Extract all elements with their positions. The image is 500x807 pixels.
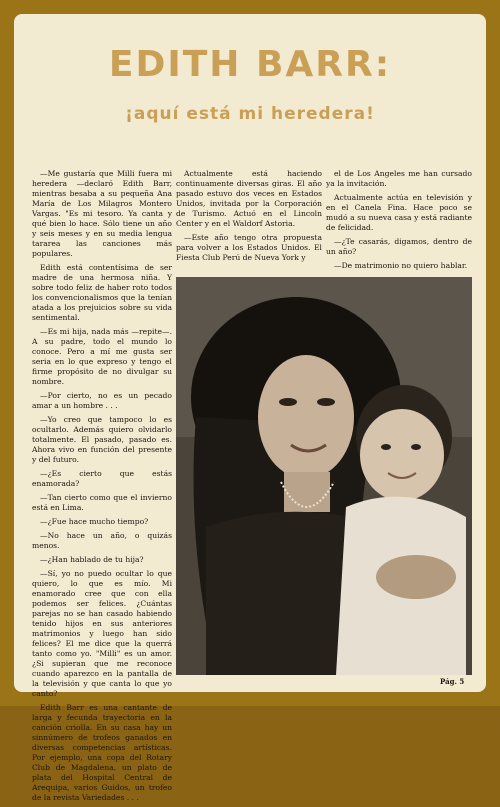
- paragraph: —Yo creo que tampoco lo es ocultarlo. Además quiero olvidarlo totalmente. El pasado, pasado es. Ahora vivo en función del presente y del futuro.: [32, 415, 172, 464]
- photo-illustration: [176, 277, 472, 675]
- paragraph: Edith está contentísima de ser madre de una hermosa niña. Y sobre todo feliz de haber roto todos los convencionalismos que la tenían atada a los prejuicios sobre su vida sentimental.: [32, 263, 172, 322]
- paragraph: —Tan cierto como que el invierno está en Lima.: [32, 493, 172, 512]
- paragraph: —Es mi hija, nada más —repite—. A su padre, todo el mundo lo conoce. Pero a mí me gusta ser seria en lo que expreso y tengo el firme propósito de no divulgar su nombre.: [32, 327, 172, 386]
- paragraph: —¿Te casarás, digamos, dentro de un año?: [326, 237, 472, 256]
- paragraph: —No hace un año, o quizás menos.: [32, 531, 172, 550]
- article-column-3: [326, 169, 472, 275]
- article-column-1: [32, 169, 172, 807]
- paragraph: Actualmente está haciendo continuamente diversas giras. El año pasado estuvo dos veces en Estados Unidos, invitada por la Corporación de Turismo. Actuó en el Lincoln Center y en el Waldorf Astoria.: [176, 169, 322, 228]
- paragraph: —¿Es cierto que estás enamorada?: [32, 469, 172, 488]
- paper-sheet: [14, 14, 486, 802]
- paragraph: —Sí, yo no puedo ocultar lo que quiero, lo que es mío. Mi enamorado cree que con ella podemos ser felices. ¿Cuántas parejas no se han casado habiendo tenido hijos en sus anteriores matrimonios y luego han sido felices? El me dice que la querrá tanto como yo. "Milli" es un amor. ¿Si supieran que me reconoce cuando aparezco en la pantalla de la televisión y que canta lo que yo canto?: [32, 569, 172, 698]
- paragraph: —Me gustaría que Milli fuera mi heredera —declaró Edith Barr, mientras besaba a su pequeña Ana María de Los Milagros Montero Vargas. "Es mi tesoro. Ya canta y qué bien lo hace. Sólo tiene un año y seis meses y en su media lengua tararea las canciones más populares.: [32, 169, 172, 258]
- article-title: EDITH BARR:: [108, 44, 392, 85]
- paragraph: —¿Han hablado de tu hija?: [40, 555, 144, 564]
- photo-mother-and-child: [176, 277, 472, 675]
- paragraph: —De matrimonio no quiero hablar.: [334, 261, 468, 270]
- page-number: Pág. 5: [440, 677, 465, 686]
- paragraph: —Este año tengo otra propuesta para volver a los Estados Unidos. El Fiesta Club Perú de Nueva York y: [176, 233, 322, 262]
- paragraph: —Por cierto, no es un pecado amar a un hombre . . .: [32, 391, 172, 410]
- paragraph: el de Los Angeles me han cursado ya la invitación.: [326, 169, 472, 188]
- article-column-2: [176, 169, 322, 267]
- paragraph: —¿Fue hace mucho tiempo?: [40, 517, 149, 526]
- article-subtitle: ¡aquí está mi heredera!: [125, 104, 375, 124]
- paragraph: Actualmente actúa en televisión y en el Canela Fina. Hace poco se mudó a su nueva casa y está radiante de felicidad.: [326, 193, 472, 232]
- paragraph: Edith Barr es una cantante de larga y fecunda trayectoria en la canción criolla. En su casa hay un sinnúmero de trofeos ganados en diversas competencias artísticas. Por ejemplo, una copa del Rotary Club de Magdalena, un plato de plata del Hospital Central de Arequipa, varios Guidos, un trofeo de la revista Variedades . . .: [32, 703, 172, 802]
